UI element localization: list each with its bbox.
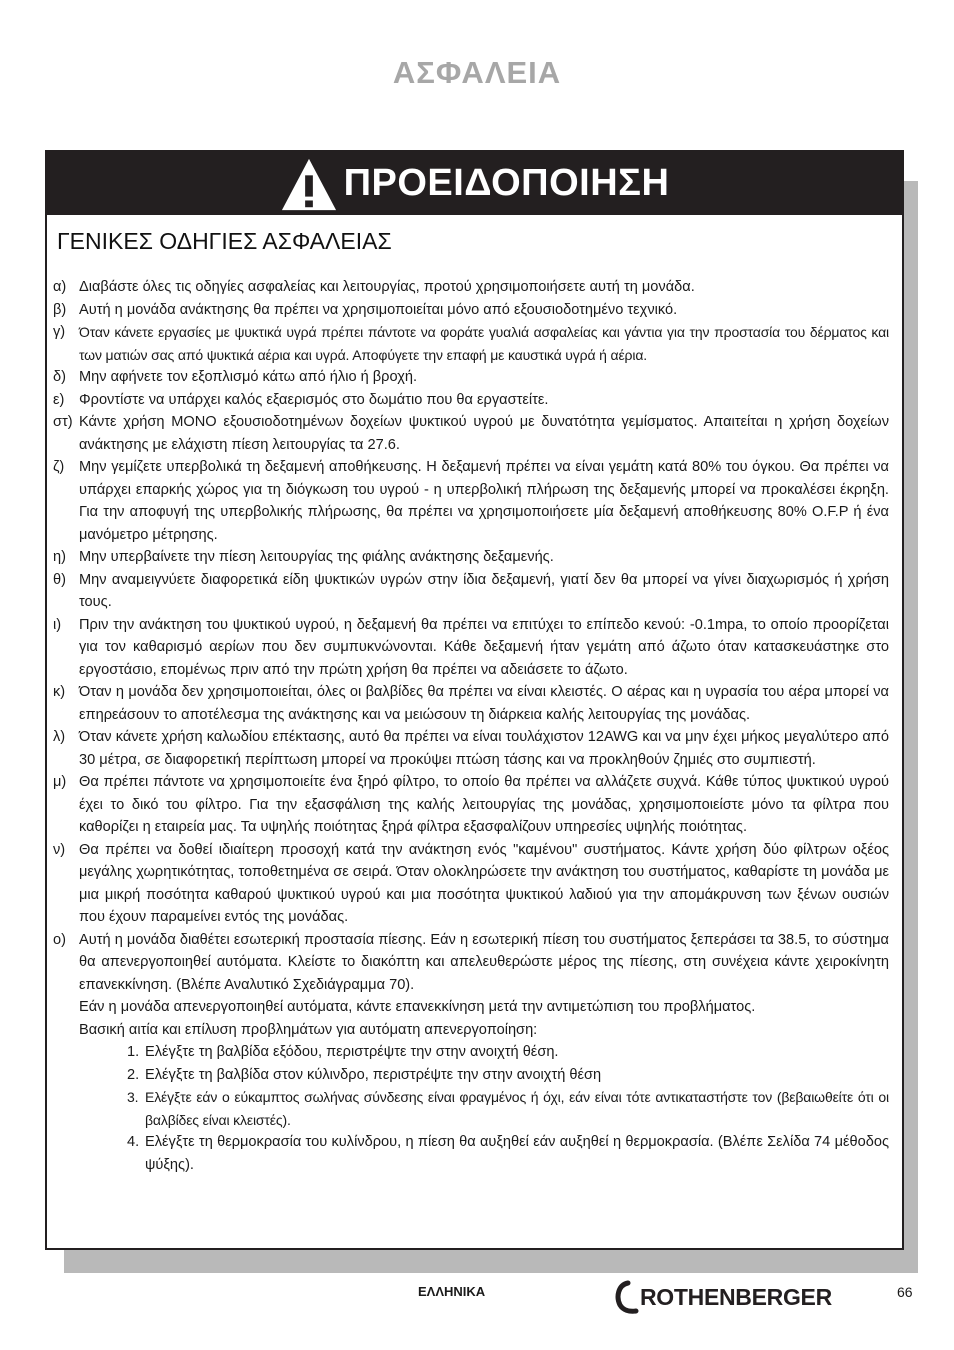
step-item: 4. Ελέγξτε τη θερμοκρασία του κυλίνδρου, η πίεση θα αυξηθεί εάν αυξηθεί η θερμοκρασία. (Βλέπε Σελίδα 74 μέθοδος ψύξης). bbox=[127, 1134, 889, 1173]
list-item: γ) Όταν κάνετε εργασίες με ψυκτικά υγρά πρέπει πάντοτε να φοράτε γυαλιά ασφαλείας και γάντια για την προστασία του δέρματος και των ματιών σας από ψυκτικά αέρια και υγρά. Αποφύγετε την επαφή με καυστικά υγρά ή αέρια. bbox=[53, 324, 889, 363]
list-item: ο) Αυτή η μονάδα διαθέτει εσωτερική προστασία πίεσης. Εάν η εσωτερική πίεση του συστήματος ξεπεράσει τα 38.5, το σύστημα θα απενεργοποιηθεί αυτόματα. Κλείστε το διακόπτη και απελευθερώστε μέρος της πίεσης, στη συνέχεια κάντε χειροκίνητη επανεκκίνηση. (Βλέπε Αναλυτικό Σχεδιάγραμμα 70). Εάν η μονάδα απενεργοποιηθεί αυτόματα, κάντε επανεκκίνηση μετά την αντιμετώπιση του προβλήματος. Βασική αιτία και επίλυση προβλημάτων για αυτόματη απενεργοποίηση: 1. Ελέγξτε τη βαλβίδα εξόδου, περιστρέψτε την στην ανοιχτή θέση. 2. Ελέγξτε τη βαλβίδα στον κύλινδρο, περιστρέψτε την στην ανοιχτή θέση 3. Ελέγξτε εάν ο εύκαμπτος σωλήνας σύνδεσης είναι φραγμένος ή όχι, εάν είναι τότε αντικαταστήστε τον (βεβαιωθείτε ότι οι βαλβίδες είναι κλειστές). 4. Ελέγξτε τη θερμοκρασία του κυλίνδρου, η πίεση θα αυξηθεί εάν αυξηθεί η θερμοκρασία. (Βλέπε Σελίδα 74 μέθοδος ψύξης). bbox=[53, 929, 889, 1177]
list-item: ε) Φροντίστε να υπάρχει καλός εξαερισμός στο δωμάτιο που θα εργαστείτε. bbox=[53, 391, 549, 408]
list-item: θ) Μην αναμειγνύετε διαφορετικά είδη ψυκτικών υγρών στην ίδια δεξαμενή, γιατί δεν θα μπορεί να γίνει διαχωρισμός ή χρήση τους. bbox=[53, 571, 889, 610]
list-item: β) Αυτή η μονάδα ανάκτησης θα πρέπει να χρησιμοποιείται μόνο από εξουσιοδοτημένο τεχνικό. bbox=[53, 301, 678, 318]
list-item: η) Μην υπερβαίνετε την πίεση λειτουργίας της φιάλης ανάκτησης δεξαμενής. bbox=[53, 549, 554, 565]
pipe-wrench-icon bbox=[612, 1280, 642, 1314]
brand-logo bbox=[612, 1277, 832, 1317]
troubleshooting-steps bbox=[127, 1041, 889, 1176]
section-title: ΑΣΦΑΛΕΙΑ bbox=[392, 55, 562, 90]
warning-triangle-icon bbox=[280, 156, 338, 214]
list-item: ν) Θα πρέπει να δοθεί ιδιαίτερη προσοχή κατά την ανάκτηση ενός "καμένου" συστήματος. Κάντε χρήση δύο φίλτρων οξέος μεγάλης χωρητικότητας, τοποθετημένα σε σειρά. Όταν ολοκληρώσετε την ανάκτηση του συστήματος, καθαρίστε τη μονάδα με μια μικρή ποσότητα καθαρού ψυκτικού υγρού και μια ποσότητα ψυκτικού λαδιού για την απομάκρυνση των ξένων ουσιών που έχουν παραμείνει εντός της μονάδας. bbox=[53, 841, 889, 925]
list-item: ι) Πριν την ανάκτηση του ψυκτικού υγρού, η δεξαμενή θα πρέπει να επιτύχει το επίπεδο κενού: -0.1mpa, το οποίο προορίζεται για τον καθαρισμό αερίων που δεν συμπυκνώνονται. Κάθε δεξαμενή ήταν γεμάτη από άζωτο όταν κατασκευάστηκε στο εργοστάσιο, επομένως πριν από την πρώτη χρήση θα πρέπει να αδειάσετε το άζωτο. bbox=[53, 616, 889, 678]
list-item: μ) Θα πρέπει πάντοτε να χρησιμοποιείτε ένα ξηρό φίλτρο, το οποίο θα πρέπει να αλλάζετε συχνά. Κάθε τύπος ψυκτικού υγρού έχει το δικό του φίλτρο. Για την εξασφάλιση της καλής λειτουργίας της μονάδας, χρησιμοποιείστε μόνο τα φίλτρα που καθορίζει η εταιρεία μας. Τα υψηλής ποιότητας ξηρά φίλτρα εξασφαλίζουν υπηρεσίες υψηλής ποιότητας. bbox=[53, 774, 889, 835]
list-item: λ) Όταν κάνετε χρήση καλωδίου επέκτασης, αυτό θα πρέπει να είναι τουλάχιστον 12AWG και να μην έχει μήκος μεγαλύτερο από 30 μέτρα, σε διαφορετική περίπτωση μπορεί να προκύψει πτώση τάσης και να προκληθούν ζημιές στο συμπιεστή. bbox=[53, 729, 889, 768]
item-paragraph: Βασική αιτία και επίλυση προβλημάτων για αυτόματη απενεργοποίηση: bbox=[79, 1021, 538, 1038]
step-item: 3. Ελέγξτε εάν ο εύκαμπτος σωλήνας σύνδεσης είναι φραγμένος ή όχι, εάν είναι τότε αντικαταστήστε τον (βεβαιωθείτε ότι οι βαλβίδες είναι κλειστές). bbox=[127, 1089, 889, 1128]
item-paragraph: Αυτή η μονάδα διαθέτει εσωτερική προστασία πίεσης. Εάν η εσωτερική πίεση του συστήματος ξεπεράσει τα 38.5, το σύστημα θα απενεργοποιηθεί αυτόματα. Κλείστε το διακόπτη και απελευθερώστε μέρος της πίεσης, στη συνέχεια κάντε χειροκίνητη επανεκκίνηση. (Βλέπε Αναλυτικό Σχεδιάγραμμα 70). bbox=[79, 931, 889, 993]
list-item: κ) Όταν η μονάδα δεν χρησιμοποιείται, όλες οι βαλβίδες θα πρέπει να είναι κλειστές. Ο αέρας και η υγρασία του αέρα μπορεί να επηρεάσουν το αποτέλεσμα της ανάκτησης και να μειώσουν τη διάρκεια καλής λειτουργίας της μονάδας. bbox=[53, 684, 889, 723]
subheading: ΓΕΝΙΚΕΣ ΟΔΗΓΙΕΣ ΑΣΦΑΛΕΙΑΣ bbox=[57, 228, 392, 254]
list-item: α) Διαβάστε όλες τις οδηγίες ασφαλείας και λειτουργίας, προτού χρησιμοποιήσετε αυτή τη μονάδα. bbox=[53, 279, 695, 295]
item-paragraph: Εάν η μονάδα απενεργοποιηθεί αυτόματα, κάντε επανεκκίνηση μετά την αντιμετώπιση του προβλήματος. bbox=[79, 999, 756, 1015]
list-item: ζ) Μην γεμίζετε υπερβολικά τη δεξαμενή αποθήκευσης. Η δεξαμενή πρέπει να είναι γεμάτη κατά 80% του όγκου. Θα πρέπει να υπάρχει επαρκής χώρος για τη διόγκωση του υγρού - η υπερβολική πλήρωση της δεξαμενής μπορεί να προκαλέσει έκρηξη. Για την αποφυγή της υπερβολικής πλήρωσης, θα πρέπει να χρησιμοποιήσετε μία δεξαμενή αποθήκευσης 80% O.F.P ή ένα μανόμετρο μέτρησης. bbox=[53, 459, 889, 543]
footer-language: ΕΛΛΗΝΙΚΑ bbox=[418, 1284, 486, 1299]
safety-list bbox=[53, 276, 889, 1176]
warning-banner bbox=[47, 152, 902, 215]
warning-box bbox=[45, 150, 904, 1250]
list-item: στ) Κάντε χρήση ΜΟΝΟ εξουσιοδοτημένων δοχείων ψυκτικού υγρού με δυνατότητα γεμίσματος. Απαιτείται η χρήση δοχείων ανάκτησης με ελάχιστη πίεση λειτουργίας τα 27.6. bbox=[53, 414, 889, 453]
step-item: 2. Ελέγξτε τη βαλβίδα στον κύλινδρο, περιστρέψτε την στην ανοιχτή θέση bbox=[127, 1066, 602, 1083]
step-item: 1. Ελέγξτε τη βαλβίδα εξόδου, περιστρέψτε την στην ανοιχτή θέση. bbox=[127, 1044, 559, 1060]
list-item: δ) Μην αφήνετε τον εξοπλισμό κάτω από ήλιο ή βροχή. bbox=[53, 369, 418, 385]
warning-title: ΠΡΟΕΙΔΟΠΟΙΗΣΗ bbox=[343, 162, 670, 204]
brand-name: ROTHENBERGER bbox=[640, 1283, 832, 1310]
page-number: 66 bbox=[897, 1284, 913, 1300]
